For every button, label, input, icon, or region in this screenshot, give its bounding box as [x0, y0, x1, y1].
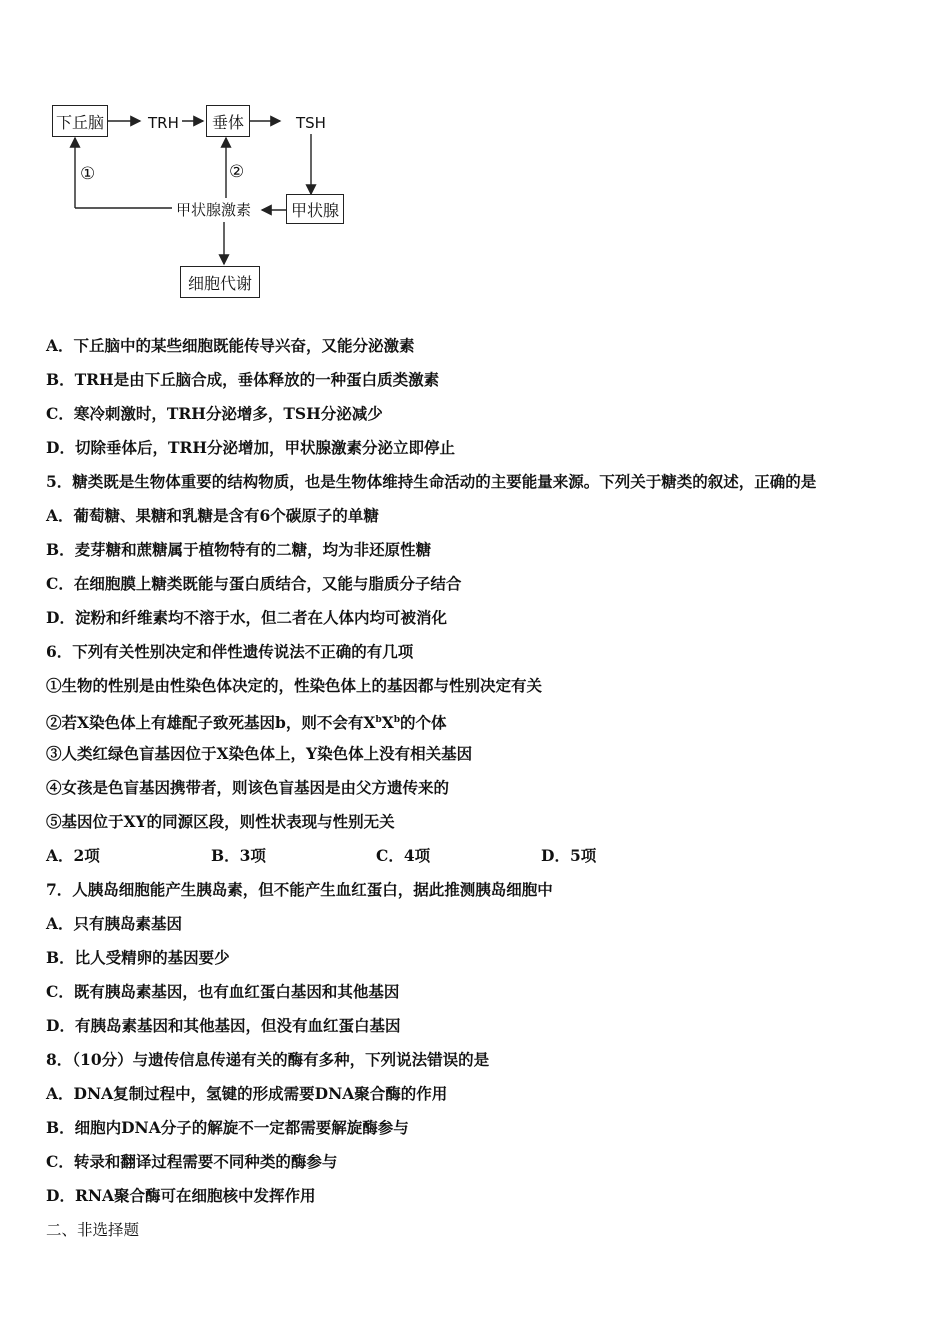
tsh-label: TSH — [296, 114, 326, 132]
q8-option-c: C．转录和翻译过程需要不同种类的酶参与 — [46, 1152, 338, 1171]
pituitary-box: 垂体 — [206, 105, 250, 137]
q5-option-b: B．麦芽糖和蔗糖属于植物特有的二糖，均为非还原性糖 — [46, 540, 432, 559]
q6-statement-2: ②若X染色体上有雄配子致死基因b，则不会有$X^bX^b$的个体 — [46, 713, 447, 733]
q6-option-c: C．4项 — [376, 846, 431, 865]
q6-statement-4: ④女孩是色盲基因携带者，则该色盲基因是由父方遗传来的 — [46, 778, 450, 797]
mark-2: ② — [229, 162, 245, 182]
q8-stem: 8．（10分）与遗传信息传递有关的酶有多种，下列说法错误的是 — [46, 1050, 490, 1069]
hormone-regulation-diagram — [40, 90, 370, 305]
q5-option-d: D．淀粉和纤维素均不溶于水，但二者在人体内均可被消化 — [46, 608, 447, 627]
q5-stem: 5．糖类既是生物体重要的结构物质，也是生物体维持生命活动的主要能量来源。下列关于糖类的叙述，正确的是 — [46, 472, 817, 491]
q6-statement-3: ③人类红绿色盲基因位于X染色体上，Y染色体上没有相关基因 — [46, 744, 473, 763]
q7-option-b: B．比人受精卵的基因要少 — [46, 948, 230, 967]
q4-option-a: A．下丘脑中的某些细胞既能传导兴奋，又能分泌激素 — [46, 336, 415, 355]
q6-option-d: D．5项 — [541, 846, 597, 865]
q5-option-c: C．在细胞膜上糖类既能与蛋白质结合，又能与脂质分子结合 — [46, 574, 462, 593]
metabolism-box: 细胞代谢 — [180, 266, 260, 298]
thyroid-box: 甲状腺 — [286, 194, 344, 224]
q4-option-c: C．寒冷刺激时，TRH分泌增多，TSH分泌减少 — [46, 404, 383, 423]
hypothalamus-box: 下丘脑 — [52, 105, 108, 137]
q8-option-b: B．细胞内DNA分子的解旋不一定都需要解旋酶参与 — [46, 1118, 409, 1137]
q8-option-d: D．RNA聚合酶可在细胞核中发挥作用 — [46, 1186, 316, 1205]
section-heading: 二、非选择题 — [46, 1221, 140, 1239]
thyroid-hormone-label: 甲状腺激素 — [176, 201, 252, 219]
q6-statement-1: ①生物的性别是由性染色体决定的，性染色体上的基因都与性别决定有关 — [46, 676, 543, 695]
q6-statement-5: ⑤基因位于XY的同源区段，则性状表现与性别无关 — [46, 812, 395, 831]
q6-stem: 6．下列有关性别决定和伴性遗传说法不正确的有几项 — [46, 642, 414, 661]
q8-option-a: A．DNA复制过程中，氢键的形成需要DNA聚合酶的作用 — [46, 1084, 448, 1103]
q5-option-a: A．葡萄糖、果糖和乳糖是含有6个碳原子的单糖 — [46, 506, 379, 525]
q7-stem: 7．人胰岛细胞能产生胰岛素，但不能产生血红蛋白，据此推测胰岛细胞中 — [46, 880, 553, 899]
mark-1: ① — [80, 164, 96, 184]
q4-option-b: B．TRH是由下丘脑合成，垂体释放的一种蛋白质类激素 — [46, 370, 440, 389]
q7-option-d: D．有胰岛素基因和其他基因，但没有血红蛋白基因 — [46, 1016, 401, 1035]
q7-option-c: C．既有胰岛素基因，也有血红蛋白基因和其他基因 — [46, 982, 400, 1001]
q6-option-a: A．2项 — [46, 846, 100, 865]
q7-option-a: A．只有胰岛素基因 — [46, 914, 183, 933]
q4-option-d: D．切除垂体后，TRH分泌增加，甲状腺激素分泌立即停止 — [46, 438, 456, 457]
q6-options — [46, 846, 706, 866]
trh-label: TRH — [148, 114, 179, 132]
q6-option-b: B．3项 — [211, 846, 266, 865]
